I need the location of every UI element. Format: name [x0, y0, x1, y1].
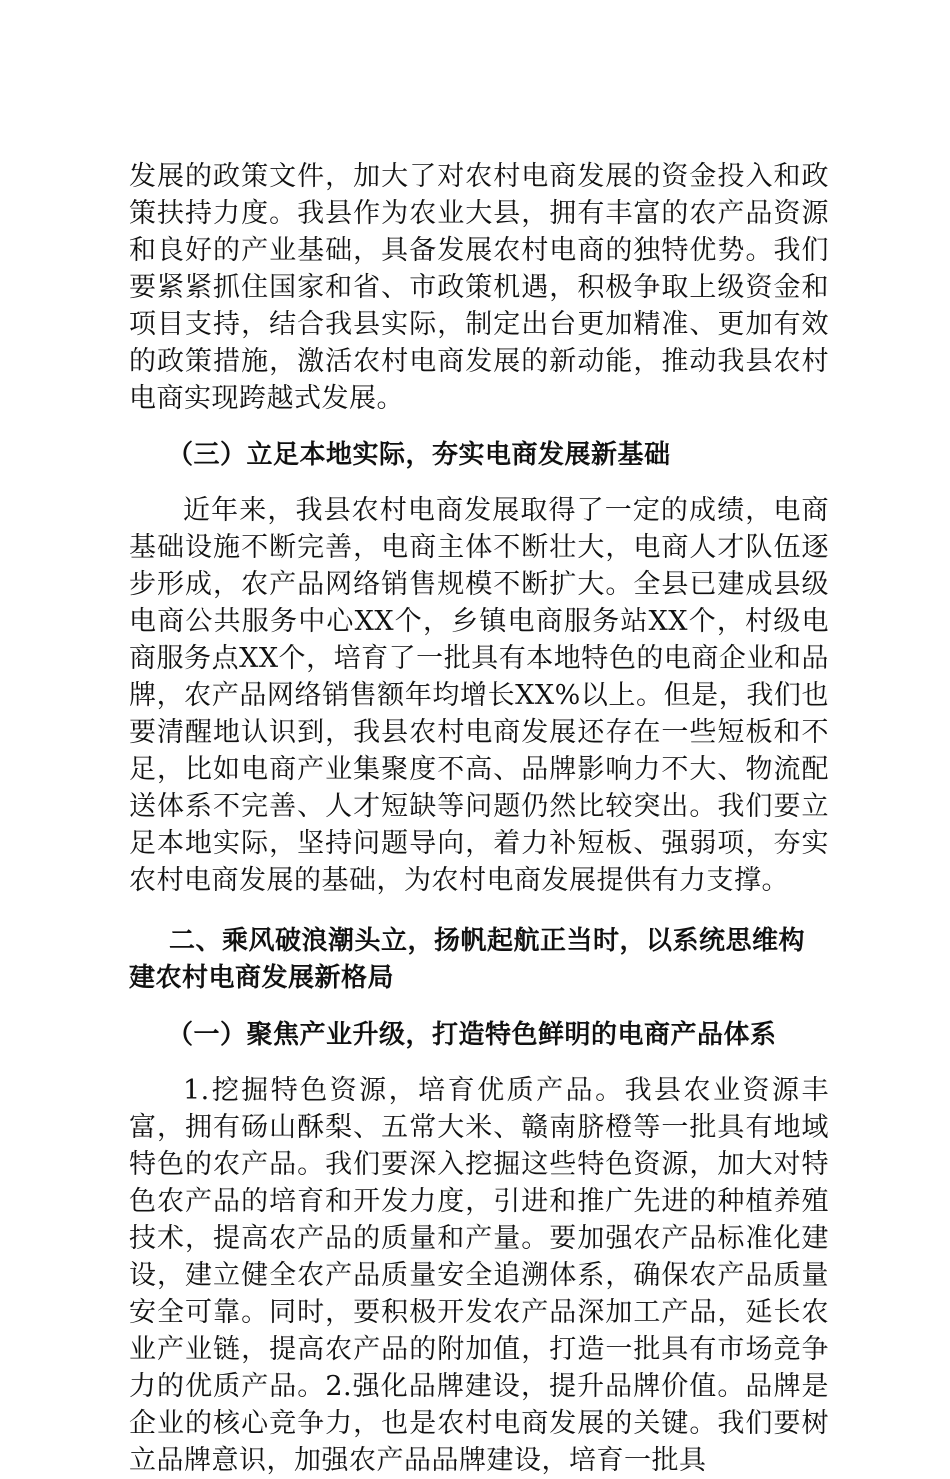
chapter-heading: 二、乘风破浪潮头立，扬帆起航正当时，以系统思维构建农村电商发展新格局	[129, 926, 806, 993]
document-page	[129, 158, 829, 1479]
body-paragraph: 1.挖掘特色资源，培育优质产品。我县农业资源丰富，拥有砀山酥梨、五常大米、赣南脐橙等一批具有地域特色的农产品。我们要深入挖掘这些特色资源，加大对特色农产品的培育和开发力度，引进和推广先进的种植养殖技术，提高农产品的质量和产量。要加强农产品标准化建设，建立健全农产品质量安全追溯体系，确保农产品质量安全可靠。同时，要积极开发农产品深加工产品，延长农业产业链，提高农产品的附加值，打造一批具有市场竞争力的优质产品。2.强化品牌建设，提升品牌价值。品牌是企业的核心竞争力，也是农村电商发展的关键。我们要树立品牌意识，加强农产品品牌建设，培育一批具	[129, 1075, 829, 1476]
body-paragraph: 近年来，我县农村电商发展取得了一定的成绩，电商基础设施不断完善，电商主体不断壮大，电商人才队伍逐步形成，农产品网络销售规模不断扩大。全县已建成县级电商公共服务中心XX个，乡镇电商服务站XX个，村级电商服务点XX个，培育了一批具有本地特色的电商企业和品牌，农产品网络销售额年均增长XX%以上。但是，我们也要清醒地认识到，我县农村电商发展还存在一些短板和不足，比如电商产业集聚度不高、品牌影响力不大、物流配送体系不完善、人才短缺等问题仍然比较突出。我们要立足本地实际，坚持问题导向，着力补短板、强弱项，夯实农村电商发展的基础，为农村电商发展提供有力支撑。	[129, 495, 829, 896]
body-paragraph: 发展的政策文件，加大了对农村电商发展的资金投入和政策扶持力度。我县作为农业大县，拥有丰富的农产品资源和良好的产业基础，具备发展农村电商的独特优势。我们要紧紧抓住国家和省、市政策机遇，积极争取上级资金和项目支持，结合我县实际，制定出台更加精准、更加有效的政策措施，激活农村电商发展的新动能，推动我县农村电商实现跨越式发展。	[129, 161, 829, 414]
section-heading: （一）聚焦产业升级，打造特色鲜明的电商产品体系	[167, 1020, 777, 1050]
section-heading: （三）立足本地实际，夯实电商发展新基础	[167, 440, 671, 470]
